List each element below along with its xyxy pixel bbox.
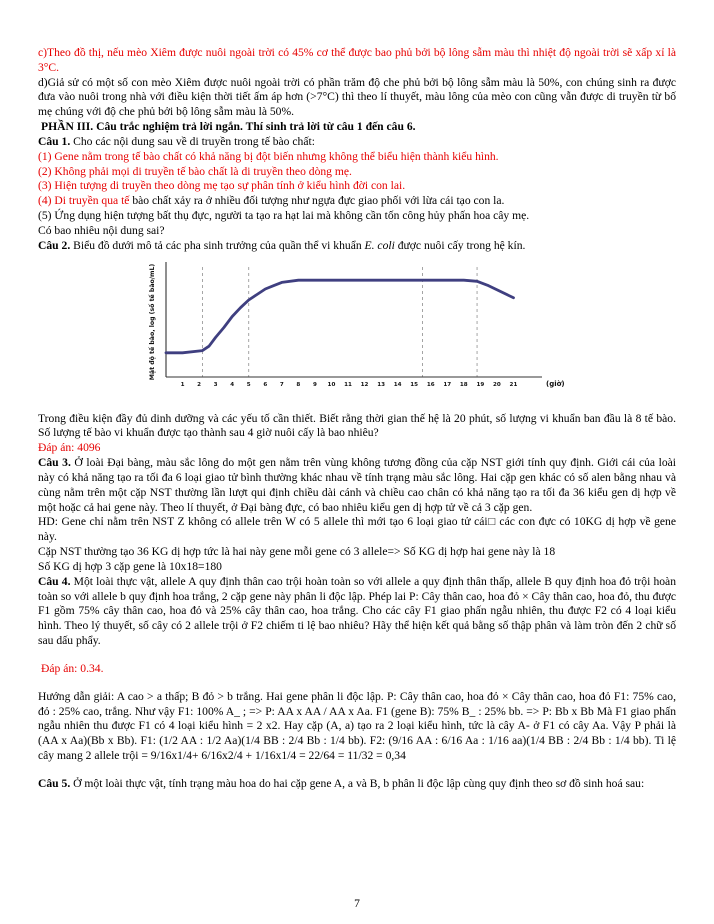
q4-solution: Hướng dẫn giải: A cao > a thấp; B đỏ > b trắng. Hai gene phân li độc lập. P: Cây thân cao, hoa đỏ × Cây thân cao, hoa đỏ F1: 75% cao, đỏ : 25% cao, trắng. Như vậy F1: 100% A_ ; => P: AA x AA / AA x Aa. F1 (gene B): 75% B_ : 25% bb. => P: Bb x Bb Mà F1 giao phấn ngẫu nhiên thu được F1 có 4 loại kiểu hình = 2 x2. Hay cặp (A, a) tạo ra 2 loại kiểu hình, tức là cây A- ở F1 có cây Aa. Vậy P phải là (AA x Aa)(Bb x Bb). F1: (1/2 AA : 1/2 Aa)(1/4 BB : 2/4 Bb : 1/4 bb). F2: (9/16 AA : 6/16 Aa : 1/16 aa)(1/4 BB : 2/4 Bb : 1/4 bb). Ti lệ cây mang 2 allele trội = 9/16x1/4+ 6/16x2/4 + 1/16x1/4 = 22/64 = 11/32 = 0,34	[38, 689, 676, 762]
x-tick-label: 9	[312, 381, 317, 388]
x-tick-label: 2	[197, 381, 202, 388]
q1-item-4-red: (4) Di truyền qua tế	[38, 194, 130, 208]
x-tick-label: 14	[393, 381, 402, 388]
page-number: 7	[354, 897, 360, 911]
x-tick-label: 5	[246, 381, 251, 388]
x-tick-label: 8	[296, 381, 301, 388]
q3-hint-1: HD: Gene chỉ nằm trên NST Z không có allele trên W có 5 allele thì mới tạo 6 loại giao tử cái□ các con đực có 10KG dị hợp về gene này.	[38, 515, 676, 544]
x-tick-label: 19	[476, 381, 485, 388]
answer-d-paragraph: d)Giả sử có một số con mèo Xiêm được nuôi ngoài trời có phần trăm độ che phủ bởi bộ lông sẫm màu là 50%, con chúng sinh ra được đưa vào nuôi trong nhà với điều kiện thời tiết ấm áp hơn (>7°C) thì theo lí thuyết, màu lông của mèo con cũng vẫn được di truyền từ bố mẹ chúng với độ che phủ bởi bộ lông sẫm màu là 50%.	[38, 75, 676, 119]
question-2-text-b: được nuôi cấy trong hệ kín.	[394, 238, 526, 252]
question-2-label: Câu 2.	[38, 238, 71, 252]
growth-chart	[132, 257, 582, 409]
x-tick-label: 18	[459, 381, 468, 388]
question-1-label: Câu 1.	[38, 134, 71, 148]
question-5-label: Câu 5.	[38, 776, 71, 790]
question-4-text: Một loài thực vật, allele A quy định thân cao trội hoàn toàn so với allele a quy định thân thấp, allele B quy định hoa đỏ trội hoàn toàn so với allele b quy định hoa trắng, 2 cặp gene này phân li độc lập. Phép lai P: Cây thân cao, hoa đỏ × Cây thân cao, hoa đỏ, thu được F1 gồm 75% cây thân cao, hoa đỏ và 25% cây thân cao, hoa trắng. Cho các cây F1 giao phấn ngẫu nhiên, thu được F2 có 4 loại kiểu hình. Theo lý thuyết, số cây có 2 allele trội ở F2 chiếm ti lệ bao nhiêu? Hãy thể hiện kết quả bằng số thập phân và làm tròn đến 2 chữ số sau dấu phẩy.	[38, 574, 677, 648]
q1-item-1: (1) Gene nằm trong tế bào chất có khả năng bị đột biến nhưng không thể biểu hiện thành kiểu hình.	[38, 149, 499, 163]
q2-followup: Trong điều kiện đầy đủ dinh dưỡng và các yếu tố cần thiết. Biết rằng thời gian thế hệ là 20 phút, số lượng vi khuẩn ban đầu là 8 tế bào. Số lượng tế bào vi khuẩn được tạo thành sau 4 giờ nuôi cấy là bao nhiêu?	[38, 411, 676, 440]
q1-item-4-rest: bào chất xảy ra ở nhiều đối tượng như ngựa đực giao phối với lừa cái tạo con la.	[129, 194, 505, 208]
part3-heading: PHẦN III. Câu trắc nghiệm trả lời ngắn. Thí sinh trả lời từ câu 1 đến câu 6.	[41, 120, 416, 134]
question-5-text: Ở một loài thực vật, tính trạng màu hoa do hai cặp gene A, a và B, b phân li độc lập cùng quy định theo sơ đồ sinh hoá sau:	[70, 776, 645, 790]
question-1-intro: Cho các nội dung sau về di truyền trong tế bào chất:	[70, 134, 315, 148]
x-tick-label: 10	[327, 381, 336, 388]
question-4	[38, 575, 676, 649]
answer-c-paragraph: c)Theo đồ thị, nếu mèo Xiêm được nuôi ngoài trời có 45% cơ thể được bao phủ bởi bộ lông sẫm màu thì nhiệt độ ngoài trời sẽ xấp xỉ là 3°C.	[38, 46, 676, 74]
x-tick-label: 17	[443, 381, 452, 388]
question-3	[38, 456, 676, 515]
q1-item-5: (5) Ứng dụng hiện tượng bất thụ đực, người ta tạo ra hạt lai mà không cần tốn công hủy phấn hoa cây mẹ.	[38, 209, 530, 223]
q3-hint-2: Cặp NST thường tạo 36 KG dị hợp tức là hai này gene mỗi gene có 3 allele=> Số KG dị hợp hai gene này là 18	[38, 545, 556, 559]
question-2-text-a: Biểu đồ dưới mô tả các pha sinh trưởng của quần thể vi khuẩn	[70, 238, 365, 252]
x-tick-label: 16	[426, 381, 435, 388]
x-tick-label: 11	[344, 381, 352, 388]
x-tick-label: 15	[410, 381, 419, 388]
growth-chart-figure	[38, 257, 676, 409]
x-tick-label: 1	[180, 381, 185, 388]
x-tick-label: 6	[263, 381, 268, 388]
x-tick-label: 3	[213, 381, 218, 388]
question-3-text: Ở loài Đại bàng, màu sắc lông do một gen nằm trên vùng không tương đồng của cặp NST giới tính quy định. Giới cái của loài này có khả năng tạo ra tối đa 6 loại giao tử bình thường khác nhau về tính trạng màu sắc lông. Hai cặp gen khác có số alen bằng nhau và cùng nằm trên một cặp NST thường lần lượt qui định chiều dài cánh và chiều cao chân có khả năng tạo ra tối đa 36 kiểu gen dị hợp về một hoặc cả hai gene này. Theo lí thuyết, ở Đại bàng đực, có bao nhiêu kiểu gen dị hợp tử về cả 3 cặp gen.	[38, 456, 677, 514]
x-axis-unit-label: (giờ)	[546, 379, 565, 388]
y-axis-label: Mật độ tế bào, log (số tế bào/mL)	[149, 263, 156, 380]
question-4-label: Câu 4.	[38, 574, 71, 588]
q1-item-3: (3) Hiện tượng di truyền theo dòng mẹ tạo sự phân tính ở kiểu hình đời con lai.	[38, 179, 406, 193]
question-3-label: Câu 3.	[38, 456, 71, 470]
q3-hint-3: Số KG dị hợp 3 cặp gene là 10x18=180	[38, 559, 222, 573]
question-1	[38, 135, 676, 150]
x-tick-label: 12	[360, 381, 369, 388]
question-2	[38, 239, 676, 254]
x-tick-label: 7	[279, 381, 284, 388]
q2-answer: Đáp án: 4096	[38, 441, 101, 455]
species-name: E. coli	[364, 238, 395, 252]
q1-item-4	[38, 194, 676, 209]
growth-curve	[166, 280, 514, 353]
x-tick-label: 13	[377, 381, 385, 388]
question-5	[38, 777, 676, 792]
x-tick-label: 4	[230, 381, 235, 388]
x-tick-label: 21	[509, 381, 518, 388]
q4-answer: Đáp án: 0.34.	[41, 661, 104, 675]
x-tick-label: 20	[493, 381, 501, 388]
q1-item-2: (2) Không phải mọi di truyền tế bào chất là di truyền theo dòng mẹ.	[38, 164, 352, 178]
q1-closing: Có bao nhiêu nội dung sai?	[38, 223, 165, 237]
